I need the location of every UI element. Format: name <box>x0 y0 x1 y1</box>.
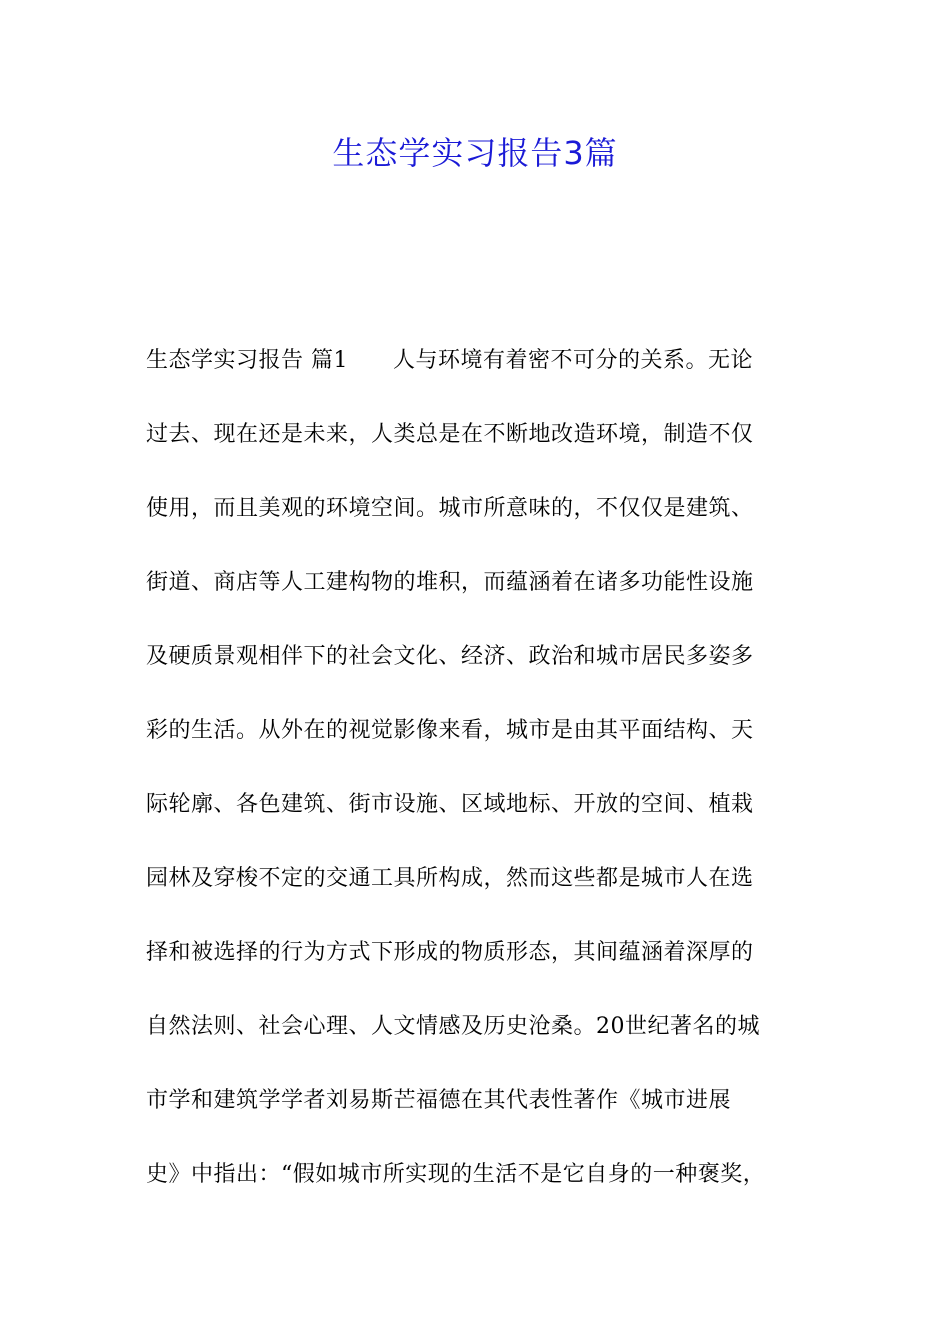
body-line: 街道、商店等人工建构物的堆积，而蕴涵着在诸多功能性设施 <box>146 570 754 595</box>
document-title: 生态学实习报告3篇 <box>332 134 618 172</box>
body-line: 生态学实习报告 篇1 人与环境有着密不可分的关系。无论 <box>146 348 753 373</box>
body-line: 彩的生活。从外在的视觉影像来看，城市是由其平面结构、天 <box>146 718 754 743</box>
body-line: 史》中指出：“假如城市所实现的生活不是它自身的一种褒奖， <box>146 1162 766 1187</box>
body-line: 园林及穿梭不定的交通工具所构成，然而这些都是城市人在选 <box>146 866 754 891</box>
body-line: 择和被选择的行为方式下形成的物质形态，其间蕴涵着深厚的 <box>146 940 754 965</box>
document-body <box>146 336 812 1224</box>
body-line: 及硬质景观相伴下的社会文化、经济、政治和城市居民多姿多 <box>146 644 754 669</box>
body-line: 自然法则、社会心理、人文情感及历史沧桑。20世纪著名的城 <box>146 1014 760 1039</box>
body-line: 过去、现在还是未来，人类总是在不断地改造环境，制造不仅 <box>146 422 754 447</box>
body-line: 市学和建筑学学者刘易斯芒福德在其代表性著作《城市进展 <box>146 1088 732 1113</box>
body-line: 际轮廓、各色建筑、街市设施、区域地标、开放的空间、植栽 <box>146 792 754 817</box>
body-line: 使用，而且美观的环境空间。城市所意味的，不仅仅是建筑、 <box>146 496 754 521</box>
